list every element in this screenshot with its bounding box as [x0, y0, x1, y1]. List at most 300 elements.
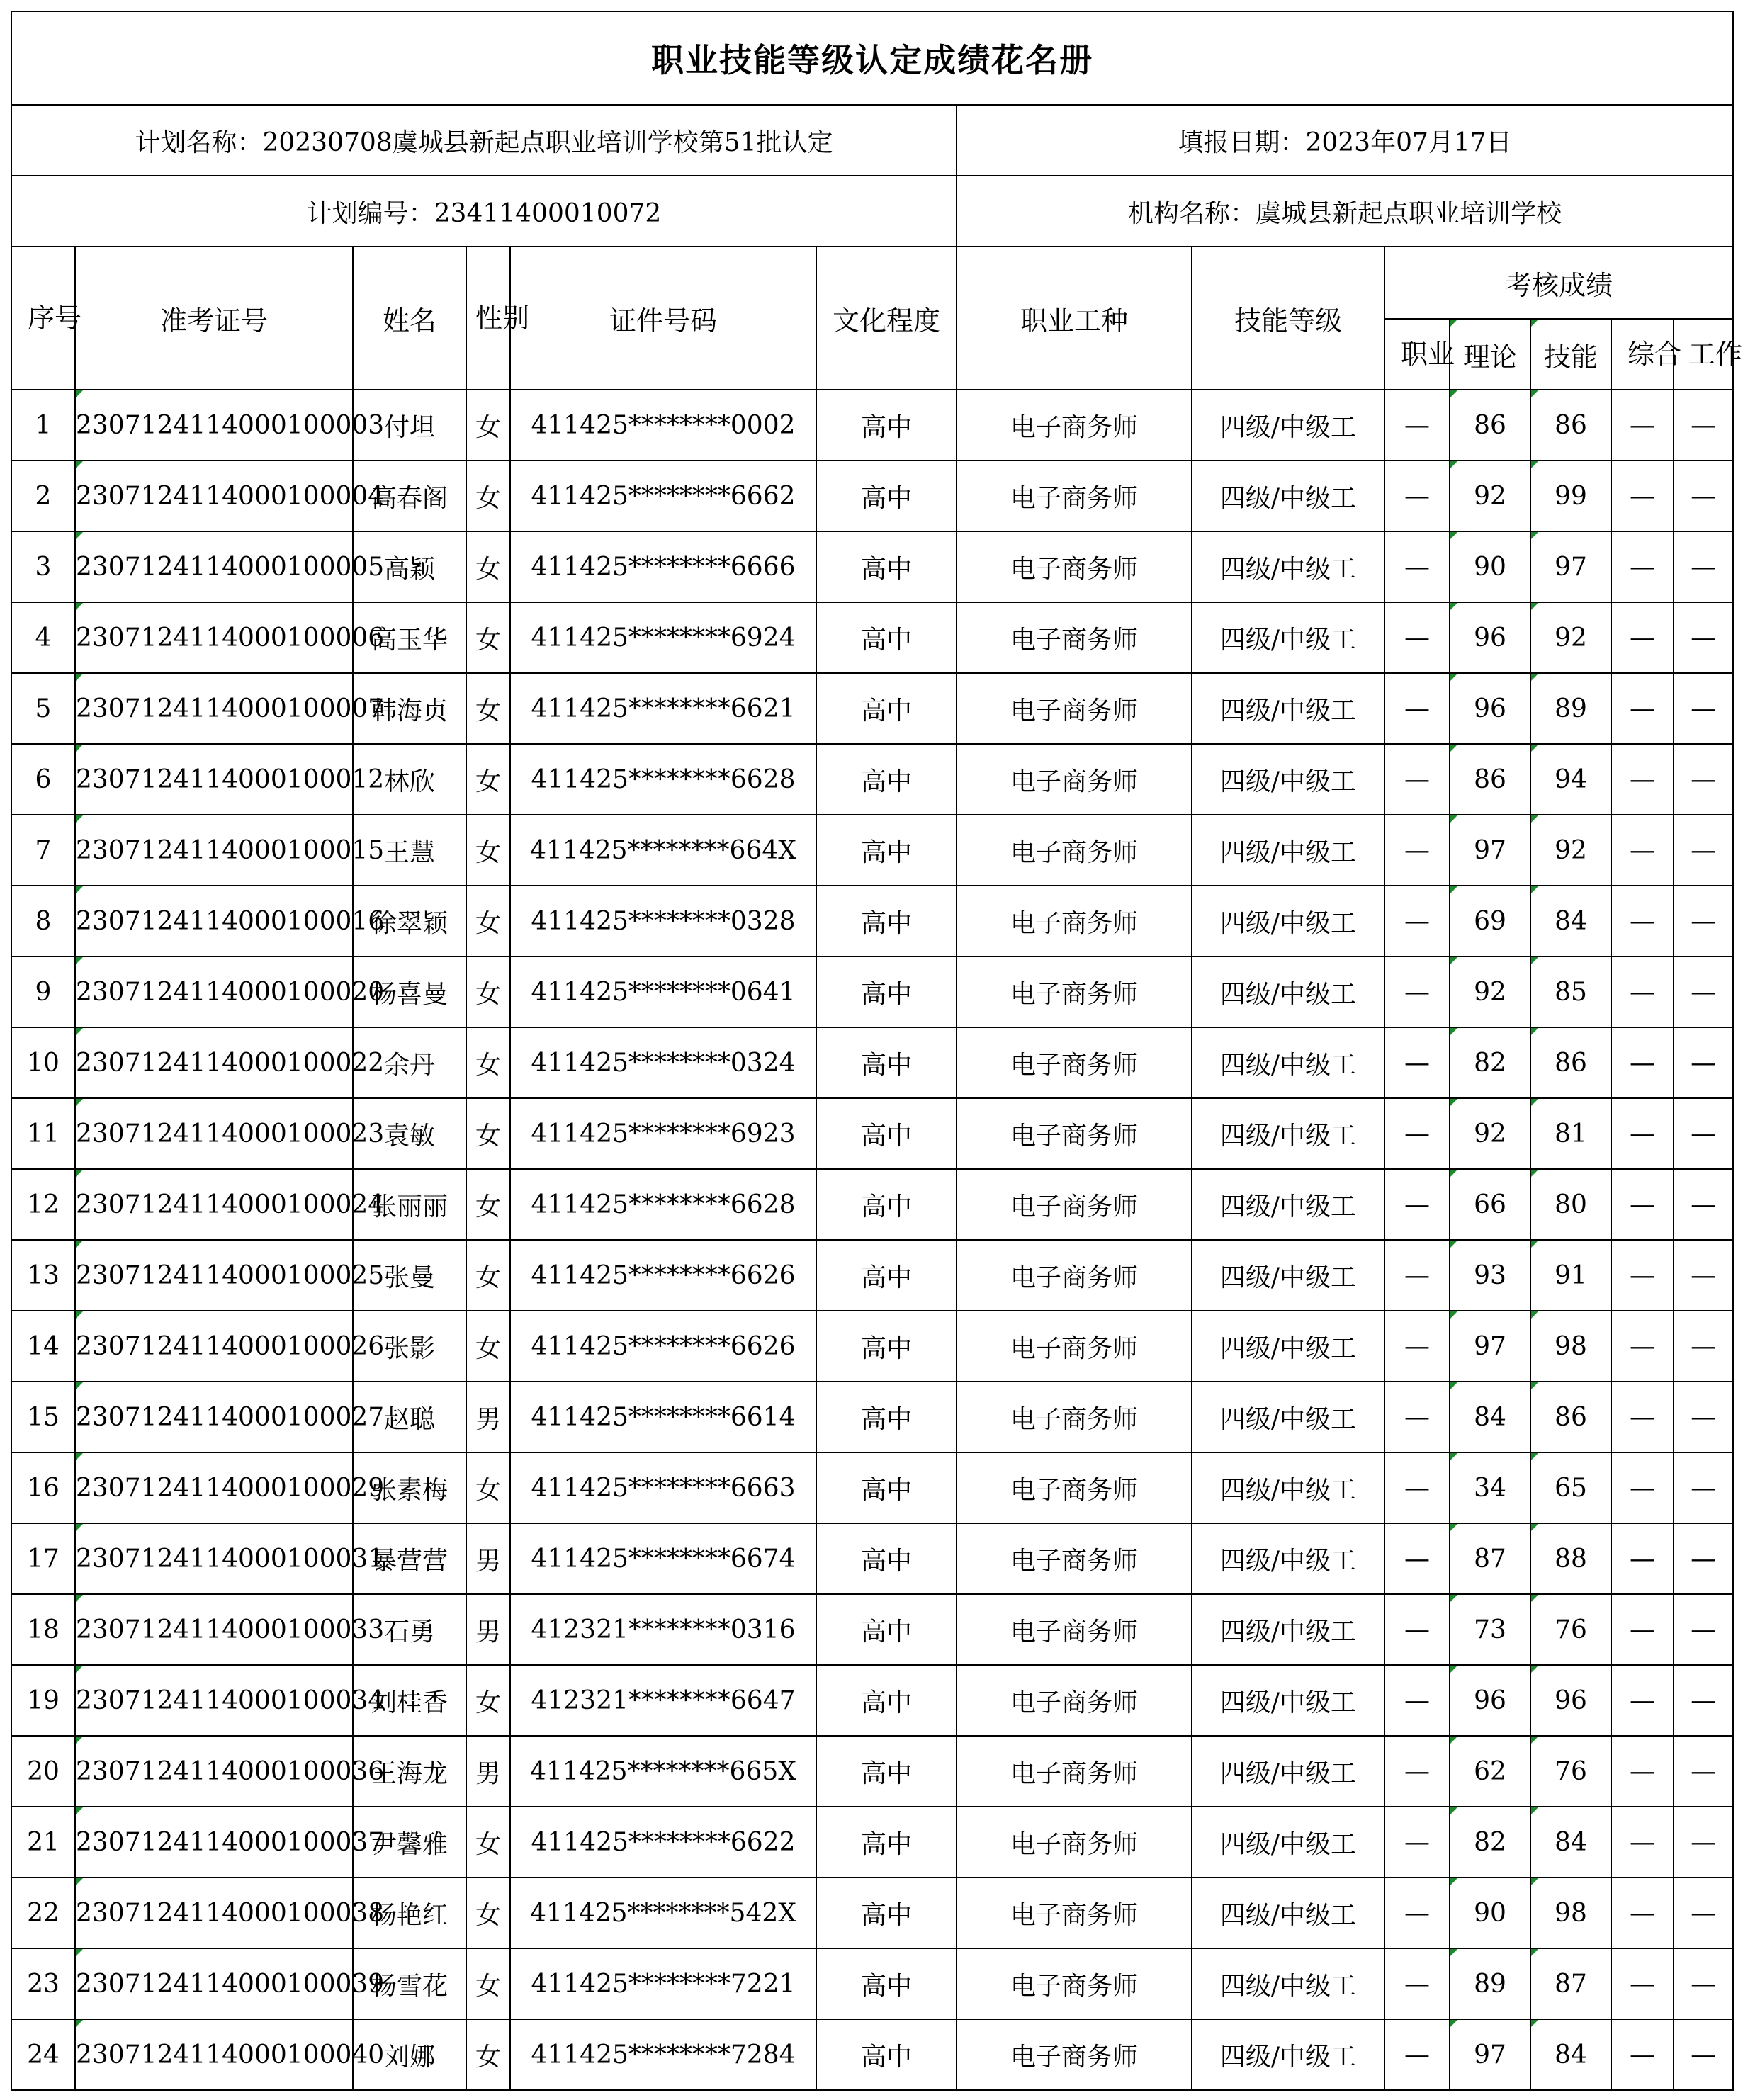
- cell-work: —: [1674, 1594, 1733, 1665]
- cell-seq: 10: [11, 1027, 75, 1098]
- cell-seq: 19: [11, 1665, 75, 1736]
- cell-name: 张素梅: [353, 1452, 466, 1523]
- cell-exam-no: 2307124114000100024: [75, 1169, 353, 1240]
- cell-occupation: 电子商务师: [957, 2019, 1192, 2090]
- cell-theory: 97: [1450, 1311, 1530, 1382]
- cell-occupation: 电子商务师: [957, 673, 1192, 744]
- cell-career: —: [1384, 1382, 1450, 1452]
- cell-comprehensive: —: [1611, 744, 1674, 815]
- cell-career: —: [1384, 1665, 1450, 1736]
- cell-level: 四级/中级工: [1192, 602, 1384, 673]
- cell-career: —: [1384, 744, 1450, 815]
- cell-name: 刘桂香: [353, 1665, 466, 1736]
- cell-theory: 96: [1450, 673, 1530, 744]
- cell-exam-no: 2307124114000100031: [75, 1523, 353, 1594]
- cell-theory: 82: [1450, 1027, 1530, 1098]
- cell-career: —: [1384, 1311, 1450, 1382]
- cell-comprehensive: —: [1611, 1169, 1674, 1240]
- cell-career: —: [1384, 1523, 1450, 1594]
- cell-skill: 89: [1530, 673, 1611, 744]
- cell-comprehensive: —: [1611, 461, 1674, 531]
- cell-theory: 73: [1450, 1594, 1530, 1665]
- cell-skill: 92: [1530, 602, 1611, 673]
- table-row: [11, 673, 1733, 744]
- cell-skill: 97: [1530, 531, 1611, 602]
- cell-career: —: [1384, 1948, 1450, 2019]
- cell-seq: 12: [11, 1169, 75, 1240]
- table-row: [11, 602, 1733, 673]
- cell-comprehensive: —: [1611, 2019, 1674, 2090]
- cell-occupation: 电子商务师: [957, 1948, 1192, 2019]
- cell-theory: 90: [1450, 1878, 1530, 1948]
- cell-exam-no: 2307124114000100020: [75, 956, 353, 1027]
- cell-level: 四级/中级工: [1192, 956, 1384, 1027]
- table-row: [11, 1382, 1733, 1452]
- cell-skill: 65: [1530, 1452, 1611, 1523]
- cell-gender: 女: [466, 673, 510, 744]
- cell-comprehensive: —: [1611, 673, 1674, 744]
- cell-education: 高中: [816, 531, 957, 602]
- cell-skill: 86: [1530, 1027, 1611, 1098]
- cell-id-no: 411425********664X: [510, 815, 816, 886]
- cell-education: 高中: [816, 1452, 957, 1523]
- cell-comprehensive: —: [1611, 1878, 1674, 1948]
- cell-level: 四级/中级工: [1192, 461, 1384, 531]
- cell-skill: 94: [1530, 744, 1611, 815]
- cell-career: —: [1384, 461, 1450, 531]
- cell-level: 四级/中级工: [1192, 1523, 1384, 1594]
- cell-skill: 76: [1530, 1736, 1611, 1807]
- cell-level: 四级/中级工: [1192, 1665, 1384, 1736]
- cell-name: 王海龙: [353, 1736, 466, 1807]
- cell-name: 张影: [353, 1311, 466, 1382]
- table-row: [11, 2019, 1733, 2090]
- cell-skill: 98: [1530, 1311, 1611, 1382]
- table-row: [11, 886, 1733, 956]
- header-education: 文化程度: [816, 247, 957, 390]
- cell-seq: 14: [11, 1311, 75, 1382]
- cell-exam-no: 2307124114000100040: [75, 2019, 353, 2090]
- cell-work: —: [1674, 1807, 1733, 1878]
- cell-work: —: [1674, 1452, 1733, 1523]
- table-row: [11, 1240, 1733, 1311]
- plan-name: 计划名称：20230708虞城县新起点职业培训学校第51批认定: [11, 105, 957, 176]
- cell-level: 四级/中级工: [1192, 1311, 1384, 1382]
- cell-gender: 女: [466, 1311, 510, 1382]
- cell-name: 石勇: [353, 1594, 466, 1665]
- cell-occupation: 电子商务师: [957, 1098, 1192, 1169]
- cell-level: 四级/中级工: [1192, 886, 1384, 956]
- cell-gender: 男: [466, 1736, 510, 1807]
- cell-occupation: 电子商务师: [957, 1665, 1192, 1736]
- cell-name: 杨喜曼: [353, 956, 466, 1027]
- cell-seq: 24: [11, 2019, 75, 2090]
- cell-theory: 96: [1450, 1665, 1530, 1736]
- cell-exam-no: 2307124114000100012: [75, 744, 353, 815]
- cell-work: —: [1674, 956, 1733, 1027]
- cell-occupation: 电子商务师: [957, 1240, 1192, 1311]
- cell-gender: 女: [466, 1807, 510, 1878]
- cell-skill: 86: [1530, 1382, 1611, 1452]
- cell-exam-no: 2307124114000100039: [75, 1948, 353, 2019]
- cell-skill: 91: [1530, 1240, 1611, 1311]
- cell-comprehensive: —: [1611, 815, 1674, 886]
- cell-comprehensive: —: [1611, 1098, 1674, 1169]
- cell-education: 高中: [816, 1169, 957, 1240]
- cell-id-no: 411425********6626: [510, 1311, 816, 1382]
- cell-id-no: 411425********6924: [510, 602, 816, 673]
- cell-occupation: 电子商务师: [957, 1382, 1192, 1452]
- cell-work: —: [1674, 1240, 1733, 1311]
- cell-id-no: 412321********6647: [510, 1665, 816, 1736]
- cell-career: —: [1384, 1452, 1450, 1523]
- table-row: [11, 1452, 1733, 1523]
- cell-theory: 86: [1450, 390, 1530, 461]
- cell-career: —: [1384, 673, 1450, 744]
- cell-id-no: 411425********0324: [510, 1027, 816, 1098]
- cell-seq: 6: [11, 744, 75, 815]
- cell-education: 高中: [816, 886, 957, 956]
- cell-gender: 女: [466, 1027, 510, 1098]
- cell-seq: 11: [11, 1098, 75, 1169]
- table-row: [11, 1594, 1733, 1665]
- cell-occupation: 电子商务师: [957, 390, 1192, 461]
- cell-career: —: [1384, 1169, 1450, 1240]
- cell-level: 四级/中级工: [1192, 1169, 1384, 1240]
- cell-id-no: 411425********6628: [510, 1169, 816, 1240]
- table-row: [11, 815, 1733, 886]
- cell-name: 林欣: [353, 744, 466, 815]
- cell-theory: 96: [1450, 602, 1530, 673]
- cell-occupation: 电子商务师: [957, 531, 1192, 602]
- cell-theory: 86: [1450, 744, 1530, 815]
- cell-exam-no: 2307124114000100005: [75, 531, 353, 602]
- cell-seq: 15: [11, 1382, 75, 1452]
- cell-level: 四级/中级工: [1192, 1878, 1384, 1948]
- cell-level: 四级/中级工: [1192, 531, 1384, 602]
- cell-theory: 92: [1450, 956, 1530, 1027]
- cell-id-no: 411425********6622: [510, 1807, 816, 1878]
- cell-level: 四级/中级工: [1192, 390, 1384, 461]
- table-row: [11, 1169, 1733, 1240]
- cell-comprehensive: —: [1611, 1240, 1674, 1311]
- cell-seq: 23: [11, 1948, 75, 2019]
- cell-work: —: [1674, 1098, 1733, 1169]
- cell-career: —: [1384, 390, 1450, 461]
- table-row: [11, 1665, 1733, 1736]
- cell-name: 高春阁: [353, 461, 466, 531]
- cell-career: —: [1384, 1878, 1450, 1948]
- cell-comprehensive: —: [1611, 1948, 1674, 2019]
- cell-work: —: [1674, 1665, 1733, 1736]
- header-career: 职业: [1384, 319, 1450, 390]
- cell-exam-no: 2307124114000100004: [75, 461, 353, 531]
- cell-education: 高中: [816, 2019, 957, 2090]
- cell-occupation: 电子商务师: [957, 886, 1192, 956]
- cell-education: 高中: [816, 673, 957, 744]
- cell-name: 张曼: [353, 1240, 466, 1311]
- cell-comprehensive: —: [1611, 1311, 1674, 1382]
- cell-gender: 女: [466, 390, 510, 461]
- cell-id-no: 411425********0002: [510, 390, 816, 461]
- cell-gender: 女: [466, 956, 510, 1027]
- cell-id-no: 411425********6628: [510, 744, 816, 815]
- cell-occupation: 电子商务师: [957, 461, 1192, 531]
- header-skill: 技能: [1530, 319, 1611, 390]
- cell-level: 四级/中级工: [1192, 744, 1384, 815]
- cell-id-no: 411425********542X: [510, 1878, 816, 1948]
- cell-id-no: 411425********0641: [510, 956, 816, 1027]
- cell-gender: 女: [466, 1665, 510, 1736]
- cell-exam-no: 2307124114000100029: [75, 1452, 353, 1523]
- header-work: 工作: [1674, 319, 1733, 390]
- table-row: [11, 956, 1733, 1027]
- plan-number: 计划编号：23411400010072: [11, 176, 957, 247]
- header-occupation: 职业工种: [957, 247, 1192, 390]
- cell-career: —: [1384, 956, 1450, 1027]
- table-row: [11, 461, 1733, 531]
- institution-name: 机构名称：虞城县新起点职业培训学校: [957, 176, 1733, 247]
- cell-work: —: [1674, 1027, 1733, 1098]
- header-exam-no: 准考证号: [75, 247, 353, 390]
- cell-career: —: [1384, 1240, 1450, 1311]
- cell-exam-no: 2307124114000100007: [75, 673, 353, 744]
- cell-education: 高中: [816, 1311, 957, 1382]
- cell-occupation: 电子商务师: [957, 1807, 1192, 1878]
- cell-skill: 84: [1530, 2019, 1611, 2090]
- cell-education: 高中: [816, 1948, 957, 2019]
- cell-name: 袁敏: [353, 1098, 466, 1169]
- cell-skill: 92: [1530, 815, 1611, 886]
- cell-education: 高中: [816, 602, 957, 673]
- cell-seq: 16: [11, 1452, 75, 1523]
- table-row: [11, 744, 1733, 815]
- cell-name: 张丽丽: [353, 1169, 466, 1240]
- cell-education: 高中: [816, 1878, 957, 1948]
- cell-theory: 89: [1450, 1948, 1530, 2019]
- cell-gender: 女: [466, 531, 510, 602]
- cell-theory: 87: [1450, 1523, 1530, 1594]
- cell-skill: 81: [1530, 1098, 1611, 1169]
- cell-level: 四级/中级工: [1192, 815, 1384, 886]
- cell-name: 高颖: [353, 531, 466, 602]
- cell-name: 赵聪: [353, 1382, 466, 1452]
- cell-gender: 女: [466, 461, 510, 531]
- header-gender: 性别: [466, 247, 510, 390]
- cell-comprehensive: —: [1611, 1594, 1674, 1665]
- header-id-no: 证件号码: [510, 247, 816, 390]
- cell-occupation: 电子商务师: [957, 1878, 1192, 1948]
- cell-level: 四级/中级工: [1192, 2019, 1384, 2090]
- cell-level: 四级/中级工: [1192, 1948, 1384, 2019]
- cell-occupation: 电子商务师: [957, 1169, 1192, 1240]
- cell-education: 高中: [816, 1098, 957, 1169]
- cell-education: 高中: [816, 1027, 957, 1098]
- cell-work: —: [1674, 1311, 1733, 1382]
- cell-work: —: [1674, 461, 1733, 531]
- cell-id-no: 411425********7221: [510, 1948, 816, 2019]
- cell-exam-no: 2307124114000100034: [75, 1665, 353, 1736]
- cell-career: —: [1384, 2019, 1450, 2090]
- table-row: [11, 1807, 1733, 1878]
- cell-name: 徐翠颖: [353, 886, 466, 956]
- cell-name: 王慧: [353, 815, 466, 886]
- cell-education: 高中: [816, 1594, 957, 1665]
- cell-theory: 82: [1450, 1807, 1530, 1878]
- cell-id-no: 412321********0316: [510, 1594, 816, 1665]
- cell-work: —: [1674, 673, 1733, 744]
- cell-exam-no: 2307124114000100015: [75, 815, 353, 886]
- table-row: [11, 1523, 1733, 1594]
- cell-gender: 女: [466, 1452, 510, 1523]
- cell-education: 高中: [816, 815, 957, 886]
- cell-exam-no: 2307124114000100006: [75, 602, 353, 673]
- cell-comprehensive: —: [1611, 531, 1674, 602]
- cell-gender: 女: [466, 1240, 510, 1311]
- cell-career: —: [1384, 1807, 1450, 1878]
- cell-work: —: [1674, 2019, 1733, 2090]
- cell-id-no: 411425********6621: [510, 673, 816, 744]
- cell-education: 高中: [816, 744, 957, 815]
- cell-work: —: [1674, 1382, 1733, 1452]
- cell-gender: 女: [466, 1878, 510, 1948]
- cell-id-no: 411425********6614: [510, 1382, 816, 1452]
- cell-occupation: 电子商务师: [957, 1736, 1192, 1807]
- cell-theory: 84: [1450, 1382, 1530, 1452]
- cell-name: 尹馨雅: [353, 1807, 466, 1878]
- cell-theory: 90: [1450, 531, 1530, 602]
- cell-name: 杨雪花: [353, 1948, 466, 2019]
- cell-education: 高中: [816, 1523, 957, 1594]
- cell-skill: 88: [1530, 1523, 1611, 1594]
- cell-theory: 97: [1450, 815, 1530, 886]
- cell-seq: 4: [11, 602, 75, 673]
- cell-id-no: 411425********6666: [510, 531, 816, 602]
- table-row: [11, 1027, 1733, 1098]
- cell-comprehensive: —: [1611, 1452, 1674, 1523]
- cell-seq: 17: [11, 1523, 75, 1594]
- cell-level: 四级/中级工: [1192, 673, 1384, 744]
- cell-name: 暴营营: [353, 1523, 466, 1594]
- cell-work: —: [1674, 1523, 1733, 1594]
- cell-gender: 女: [466, 1948, 510, 2019]
- cell-name: 余丹: [353, 1027, 466, 1098]
- cell-education: 高中: [816, 390, 957, 461]
- cell-id-no: 411425********7284: [510, 2019, 816, 2090]
- cell-exam-no: 2307124114000100036: [75, 1736, 353, 1807]
- cell-seq: 13: [11, 1240, 75, 1311]
- cell-comprehensive: —: [1611, 1807, 1674, 1878]
- cell-career: —: [1384, 815, 1450, 886]
- cell-comprehensive: —: [1611, 886, 1674, 956]
- cell-skill: 87: [1530, 1948, 1611, 2019]
- cell-gender: 男: [466, 1523, 510, 1594]
- cell-gender: 女: [466, 815, 510, 886]
- table-row: [11, 531, 1733, 602]
- cell-level: 四级/中级工: [1192, 1807, 1384, 1878]
- cell-gender: 男: [466, 1594, 510, 1665]
- cell-seq: 18: [11, 1594, 75, 1665]
- cell-education: 高中: [816, 1240, 957, 1311]
- roster-table: [11, 11, 1743, 2091]
- table-row: [11, 1948, 1733, 2019]
- cell-level: 四级/中级工: [1192, 1027, 1384, 1098]
- cell-occupation: 电子商务师: [957, 602, 1192, 673]
- cell-seq: 9: [11, 956, 75, 1027]
- cell-seq: 7: [11, 815, 75, 886]
- cell-gender: 女: [466, 1169, 510, 1240]
- cell-work: —: [1674, 886, 1733, 956]
- table-row: [11, 390, 1733, 461]
- cell-occupation: 电子商务师: [957, 956, 1192, 1027]
- cell-theory: 92: [1450, 1098, 1530, 1169]
- cell-comprehensive: —: [1611, 956, 1674, 1027]
- table-row: [11, 1311, 1733, 1382]
- cell-occupation: 电子商务师: [957, 1523, 1192, 1594]
- cell-theory: 66: [1450, 1169, 1530, 1240]
- cell-exam-no: 2307124114000100016: [75, 886, 353, 956]
- fill-date: 填报日期：2023年07月17日: [957, 105, 1733, 176]
- cell-skill: 76: [1530, 1594, 1611, 1665]
- cell-occupation: 电子商务师: [957, 1311, 1192, 1382]
- cell-career: —: [1384, 1027, 1450, 1098]
- table-row: [11, 1098, 1733, 1169]
- cell-occupation: 电子商务师: [957, 1452, 1192, 1523]
- cell-exam-no: 2307124114000100026: [75, 1311, 353, 1382]
- page-title: 职业技能等级认定成绩花名册: [11, 11, 1733, 105]
- cell-skill: 86: [1530, 390, 1611, 461]
- cell-exam-no: 2307124114000100033: [75, 1594, 353, 1665]
- header-name: 姓名: [353, 247, 466, 390]
- cell-career: —: [1384, 1098, 1450, 1169]
- cell-exam-no: 2307124114000100003: [75, 390, 353, 461]
- cell-work: —: [1674, 815, 1733, 886]
- cell-career: —: [1384, 1736, 1450, 1807]
- cell-seq: 1: [11, 390, 75, 461]
- cell-id-no: 411425********6626: [510, 1240, 816, 1311]
- cell-exam-no: 2307124114000100022: [75, 1027, 353, 1098]
- header-seq: 序号: [11, 247, 75, 390]
- cell-theory: 34: [1450, 1452, 1530, 1523]
- cell-exam-no: 2307124114000100027: [75, 1382, 353, 1452]
- header-theory: 理论: [1450, 319, 1530, 390]
- cell-skill: 99: [1530, 461, 1611, 531]
- cell-comprehensive: —: [1611, 602, 1674, 673]
- cell-gender: 女: [466, 744, 510, 815]
- cell-occupation: 电子商务师: [957, 815, 1192, 886]
- header-level: 技能等级: [1192, 247, 1384, 390]
- cell-skill: 84: [1530, 1807, 1611, 1878]
- cell-exam-no: 2307124114000100025: [75, 1240, 353, 1311]
- cell-seq: 21: [11, 1807, 75, 1878]
- cell-skill: 80: [1530, 1169, 1611, 1240]
- cell-id-no: 411425********665X: [510, 1736, 816, 1807]
- cell-gender: 女: [466, 886, 510, 956]
- cell-theory: 92: [1450, 461, 1530, 531]
- cell-seq: 22: [11, 1878, 75, 1948]
- cell-seq: 2: [11, 461, 75, 531]
- cell-theory: 93: [1450, 1240, 1530, 1311]
- cell-occupation: 电子商务师: [957, 744, 1192, 815]
- cell-name: 高玉华: [353, 602, 466, 673]
- table-row: [11, 1736, 1733, 1807]
- cell-career: —: [1384, 1594, 1450, 1665]
- cell-seq: 8: [11, 886, 75, 956]
- cell-education: 高中: [816, 1665, 957, 1736]
- cell-level: 四级/中级工: [1192, 1594, 1384, 1665]
- cell-name: 杨艳红: [353, 1878, 466, 1948]
- cell-work: —: [1674, 1169, 1733, 1240]
